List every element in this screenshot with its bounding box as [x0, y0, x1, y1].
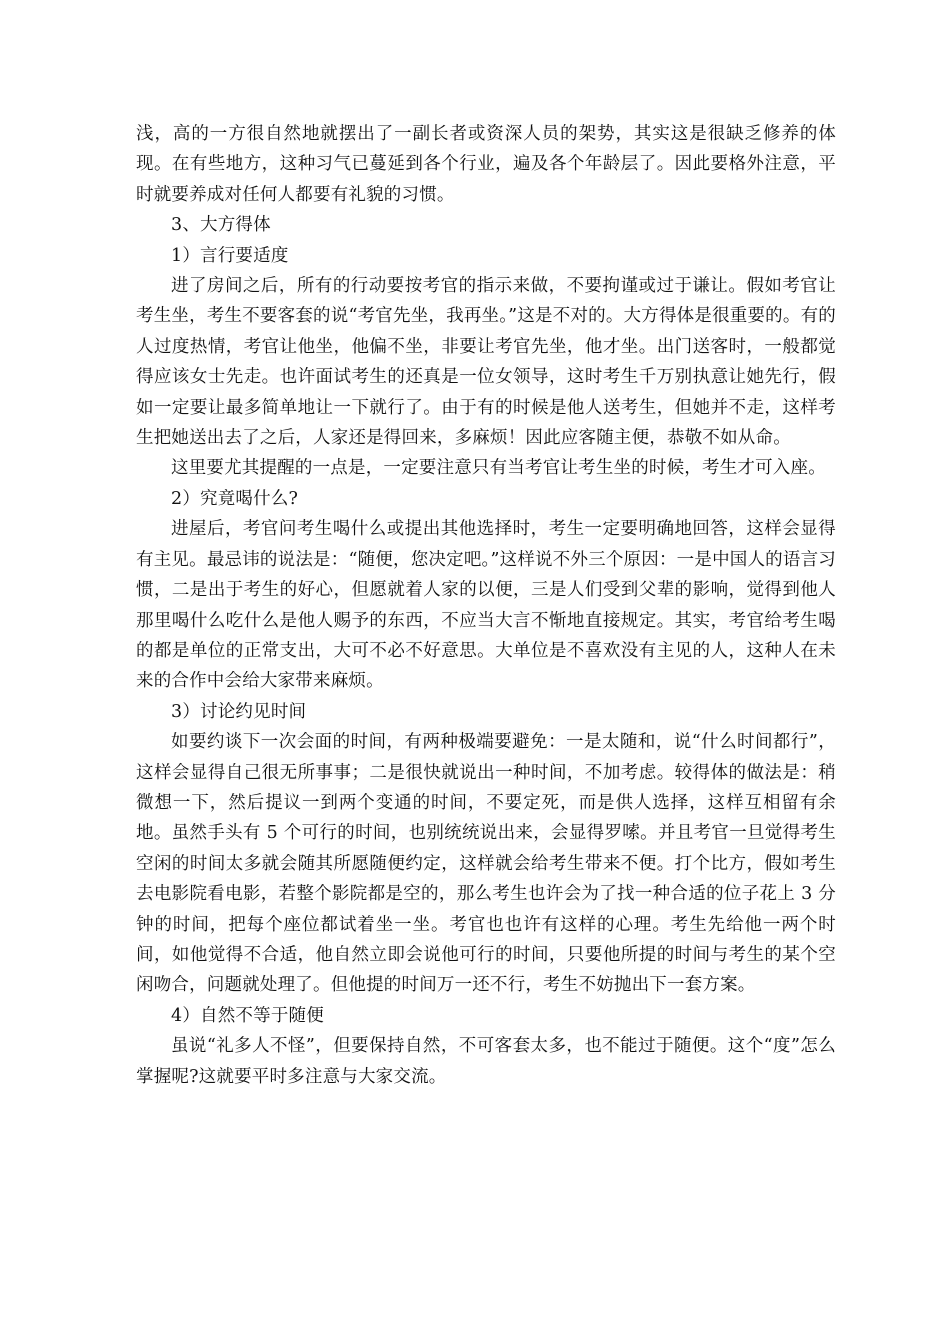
paragraph: 进了房间之后，所有的行动要按考官的指示来做，不要拘谨或过于谦让。假如考官让考生坐，考生不要客套的说“考官先坐，我再坐。”这是不对的。大方得体是很重要的。有的人过度热情，考官让他坐，他偏不坐，非要让考官先坐，他才坐。出门送客时，一般都觉得应该女士先走。也许面试考生的还真是一位女领导，这时考生千万别执意让她先行，假如一定要让最多简单地让一下就行了。由于有的时候是他人送考生，但她并不走，这样考生把她送出去了之后，人家还是得回来，多麻烦！因此应客随主便，恭敬不如从命。: [136, 276, 836, 449]
subheading-4: 4）自然不等于随便: [171, 1005, 324, 1026]
paragraph-continuation: 浅，高的一方很自然地就摆出了一副长者或资深人员的架势，其实这是很缺乏修养的体现。在有些地方，这种习气已蔓延到各个行业，遍及各个年龄层了。因此要格外注意，平时就要养成对任何人都要有礼貌的习惯。: [136, 124, 836, 205]
subheading-3: 3）讨论约见时间: [171, 701, 307, 722]
document-body: [136, 119, 836, 1092]
section-heading-3: 3、大方得体: [171, 215, 271, 236]
paragraph: 虽说“礼多人不怪”，但要保持自然，不可客套太多，也不能过于随便。这个“度”怎么掌握呢?这就要平时多注意与大家交流。: [136, 1036, 836, 1087]
subheading-1: 1）言行要适度: [171, 245, 289, 266]
paragraph: 如要约谈下一次会面的时间，有两种极端要避免：一是太随和，说“什么时间都行”，这样会显得自己很无所事事；二是很快就说出一种时间，不加考虑。较得体的做法是：稍微想一下，然后提议一到两个变通的时间，不要定死，而是供人选择，这样互相留有余地。虽然手头有 5 个可行的时间，也别统统说出来，会显得罗嗦。并且考官一旦觉得考生空闲的时间太多就会随其所愿随便约定，这样就会给考生带来不便。打个比方，假如考生去电影院看电影，若整个影院都是空的，那么考生也许会为了找一种合适的位子花上 3 分钟的时间，把每个座位都试着坐一坐。考官也也许有这样的心理。考生先给他一两个时间，如他觉得不合适，他自然立即会说他可行的时间，只要他所提的时间与考生的某个空闲吻合，问题就处理了。但他提的时间万一还不行，考生不妨抛出下一套方案。: [136, 732, 836, 996]
paragraph: 这里要尤其提醒的一点是，一定要注意只有当考官让考生坐的时候，考生才可入座。: [171, 458, 826, 479]
subheading-2: 2）究竟喝什么?: [171, 488, 299, 509]
paragraph: 进屋后，考官问考生喝什么或提出其他选择时，考生一定要明确地回答，这样会显得有主见。最忌讳的说法是：“随便，您决定吧。”这样说不外三个原因：一是中国人的语言习惯，二是出于考生的好心，但愿就着人家的以便，三是人们受到父辈的影响，觉得到他人那里喝什么吃什么是他人赐予的东西，不应当大言不惭地直接规定。其实，考官给考生喝的都是单位的正常支出，大可不必不好意思。大单位是不喜欢没有主见的人，这种人在未来的合作中会给大家带来麻烦。: [136, 519, 836, 692]
